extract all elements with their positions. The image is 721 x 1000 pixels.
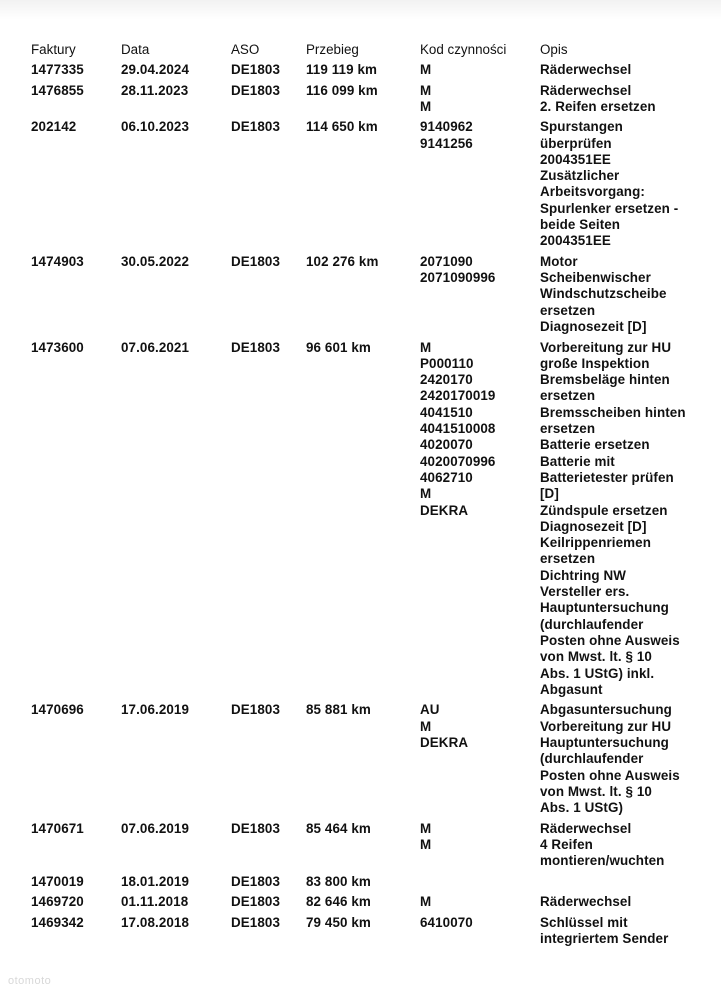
description-line: Posten ohne Ausweis — [540, 632, 680, 648]
operation-code: M — [420, 820, 432, 836]
description-line: ersetzen — [540, 302, 596, 318]
aso-code: DE1803 — [231, 82, 280, 98]
mileage: 96 601 km — [306, 339, 371, 355]
invoice-date: 17.06.2019 — [121, 702, 190, 718]
operation-code: AU — [420, 702, 440, 718]
description-line: ersetzen — [540, 551, 596, 567]
description-line: Scheibenwischer — [540, 270, 651, 286]
description — [540, 340, 686, 699]
description-line: 2004351EE — [540, 151, 611, 167]
operation-codes — [420, 894, 431, 910]
invoice-number: 1476855 — [31, 82, 84, 98]
invoice-date: 07.06.2021 — [121, 339, 190, 355]
invoice-date: 07.06.2019 — [121, 820, 190, 836]
watermark-logo: otomoto — [8, 975, 52, 987]
operation-code: 4020070 — [420, 437, 473, 453]
description — [540, 821, 664, 870]
description-line: 2004351EE — [540, 233, 611, 249]
description-line: Spurstangen — [540, 119, 623, 135]
invoice-number: 1470019 — [31, 873, 84, 889]
description-line: Abs. 1 UStG) — [540, 800, 624, 816]
description — [540, 254, 667, 335]
operation-code: M — [420, 894, 432, 910]
mileage: 85 881 km — [306, 702, 371, 718]
description-line: Räderwechsel — [540, 82, 632, 98]
invoice-number: 1477335 — [31, 62, 84, 77]
mileage: 116 099 km — [306, 82, 378, 98]
description-line: Zusätzlicher — [540, 168, 620, 184]
invoice-date: 18.01.2019 — [121, 873, 190, 889]
operation-code: M — [420, 339, 432, 355]
operation-codes — [420, 821, 431, 854]
service-history-table — [0, 38, 721, 952]
mileage: 79 450 km — [306, 914, 371, 930]
description — [540, 83, 656, 116]
operation-code: 4041510 — [420, 404, 473, 420]
table-row — [0, 894, 721, 915]
invoice-number: 1470671 — [31, 820, 84, 836]
description-line: Bremsscheiben hinten — [540, 404, 686, 420]
description-line: 2. Reifen ersetzen — [540, 98, 656, 114]
table-row — [0, 254, 721, 340]
operation-code: 4062710 — [420, 469, 473, 485]
description-line: (durchlaufender — [540, 616, 644, 632]
operation-codes — [420, 915, 473, 931]
description-line: Abgasunt — [540, 681, 603, 697]
table-row — [0, 821, 721, 874]
operation-code: 4041510008 — [420, 421, 496, 437]
operation-code: M — [420, 82, 432, 98]
invoice-date: 06.10.2023 — [121, 119, 190, 135]
aso-code: DE1803 — [231, 914, 280, 930]
aso-code: DE1803 — [231, 62, 280, 77]
description-line: beide Seiten — [540, 217, 621, 233]
mileage: 83 800 km — [306, 873, 371, 889]
description-line: 4 Reifen — [540, 836, 593, 852]
description-line: Arbeitsvorgang: — [540, 184, 645, 200]
description-line: integriertem Sender — [540, 931, 669, 947]
description-line: Räderwechsel — [540, 894, 632, 910]
operation-code: M — [420, 98, 432, 114]
description-line: Schlüssel mit — [540, 914, 628, 930]
description-line: große Inspektion — [540, 355, 650, 371]
operation-code: 2071090 — [420, 253, 473, 269]
operation-codes — [420, 62, 431, 78]
table-row — [0, 340, 721, 703]
description-line: Motor — [540, 253, 578, 269]
mileage: 119 119 km — [306, 62, 377, 77]
description-line: von Mwst. lt. § 10 — [540, 783, 652, 799]
operation-code: 6410070 — [420, 914, 473, 930]
aso-code: DE1803 — [231, 702, 280, 718]
description-line: von Mwst. lt. § 10 — [540, 649, 652, 665]
operation-codes — [420, 340, 495, 519]
description-line: Batterietester prüfen — [540, 469, 674, 485]
description-line: Windschutzscheibe — [540, 286, 667, 302]
description-line: Abgasuntersuchung — [540, 702, 672, 718]
description-line: (durchlaufender — [540, 751, 644, 767]
aso-code: DE1803 — [231, 339, 280, 355]
table-row — [0, 702, 721, 820]
operation-codes — [420, 254, 495, 287]
description-line: Hauptuntersuchung — [540, 734, 669, 750]
invoice-date: 29.04.2024 — [121, 62, 190, 77]
header-faktury: Faktury — [31, 42, 76, 57]
description-line: ersetzen — [540, 388, 596, 404]
invoice-number: 1474903 — [31, 253, 84, 269]
aso-code: DE1803 — [231, 873, 280, 889]
operation-code: M — [420, 486, 432, 502]
operation-code: 2420170 — [420, 372, 473, 388]
description-line: Vorbereitung zur HU — [540, 339, 672, 355]
description-line: montieren/wuchten — [540, 853, 665, 869]
description-line: Keilrippenriemen — [540, 535, 651, 551]
invoice-date: 28.11.2023 — [121, 82, 189, 98]
description — [540, 119, 678, 249]
description-line: ersetzen — [540, 421, 596, 437]
operation-codes — [420, 119, 473, 152]
operation-code: M — [420, 718, 432, 734]
description — [540, 702, 680, 816]
invoice-number: 1469342 — [31, 914, 84, 930]
header-kod-czynnosci: Kod czynności — [420, 42, 507, 57]
invoice-number: 1470696 — [31, 702, 84, 718]
operation-code: 2420170019 — [420, 388, 496, 404]
description — [540, 62, 631, 78]
operation-code: P000110 — [420, 355, 474, 371]
operation-code: 9141256 — [420, 135, 473, 151]
description-line: Räderwechsel — [540, 62, 632, 77]
description-line: Spurlenker ersetzen - — [540, 200, 679, 216]
table-body — [0, 62, 721, 952]
top-fade-bar — [0, 0, 721, 20]
mileage: 114 650 km — [306, 119, 378, 135]
invoice-number: 1469720 — [31, 894, 84, 910]
operation-codes — [420, 702, 468, 751]
operation-code: M — [420, 836, 432, 852]
operation-codes — [420, 83, 431, 116]
description-line: Versteller ers. — [540, 584, 630, 600]
description-line: Bremsbeläge hinten — [540, 372, 670, 388]
header-opis: Opis — [540, 42, 568, 57]
header-przebieg: Przebieg — [306, 42, 359, 57]
mileage: 102 276 km — [306, 253, 379, 269]
description-line: Abs. 1 UStG) inkl. — [540, 665, 655, 681]
description-line: Diagnosezeit [D] — [540, 518, 647, 534]
description-line: Hauptuntersuchung — [540, 600, 669, 616]
description-line: Batterie mit — [540, 453, 615, 469]
operation-code: DEKRA — [420, 734, 469, 750]
operation-code: M — [420, 62, 432, 77]
table-row — [0, 83, 721, 120]
description-line: Zündspule ersetzen — [540, 502, 668, 518]
aso-code: DE1803 — [231, 894, 280, 910]
invoice-date: 30.05.2022 — [121, 253, 190, 269]
description — [540, 894, 631, 910]
table-row — [0, 119, 721, 254]
description-line: Vorbereitung zur HU — [540, 718, 672, 734]
description-line: Posten ohne Ausweis — [540, 767, 680, 783]
description-line: überprüfen — [540, 135, 612, 151]
header-aso: ASO — [231, 42, 260, 57]
description-line: Dichtring NW — [540, 567, 626, 583]
header-data: Data — [121, 42, 150, 57]
operation-code: 9140962 — [420, 119, 473, 135]
description — [540, 915, 668, 948]
description-line: Räderwechsel — [540, 820, 632, 836]
mileage: 82 646 km — [306, 894, 371, 910]
table-row — [0, 915, 721, 952]
mileage: 85 464 km — [306, 820, 371, 836]
invoice-date: 01.11.2018 — [121, 894, 189, 910]
description-line: [D] — [540, 486, 559, 502]
description-line: Batterie ersetzen — [540, 437, 650, 453]
table-header-row — [0, 38, 721, 62]
description-line: Diagnosezeit [D] — [540, 319, 647, 335]
invoice-number: 202142 — [31, 119, 77, 135]
aso-code: DE1803 — [231, 820, 280, 836]
aso-code: DE1803 — [231, 253, 280, 269]
aso-code: DE1803 — [231, 119, 280, 135]
invoice-date: 17.08.2018 — [121, 914, 190, 930]
operation-code: 2071090996 — [420, 270, 496, 286]
table-row — [0, 62, 721, 83]
invoice-number: 1473600 — [31, 339, 84, 355]
operation-code: DEKRA — [420, 502, 469, 518]
table-row — [0, 874, 721, 895]
operation-code: 4020070996 — [420, 453, 496, 469]
